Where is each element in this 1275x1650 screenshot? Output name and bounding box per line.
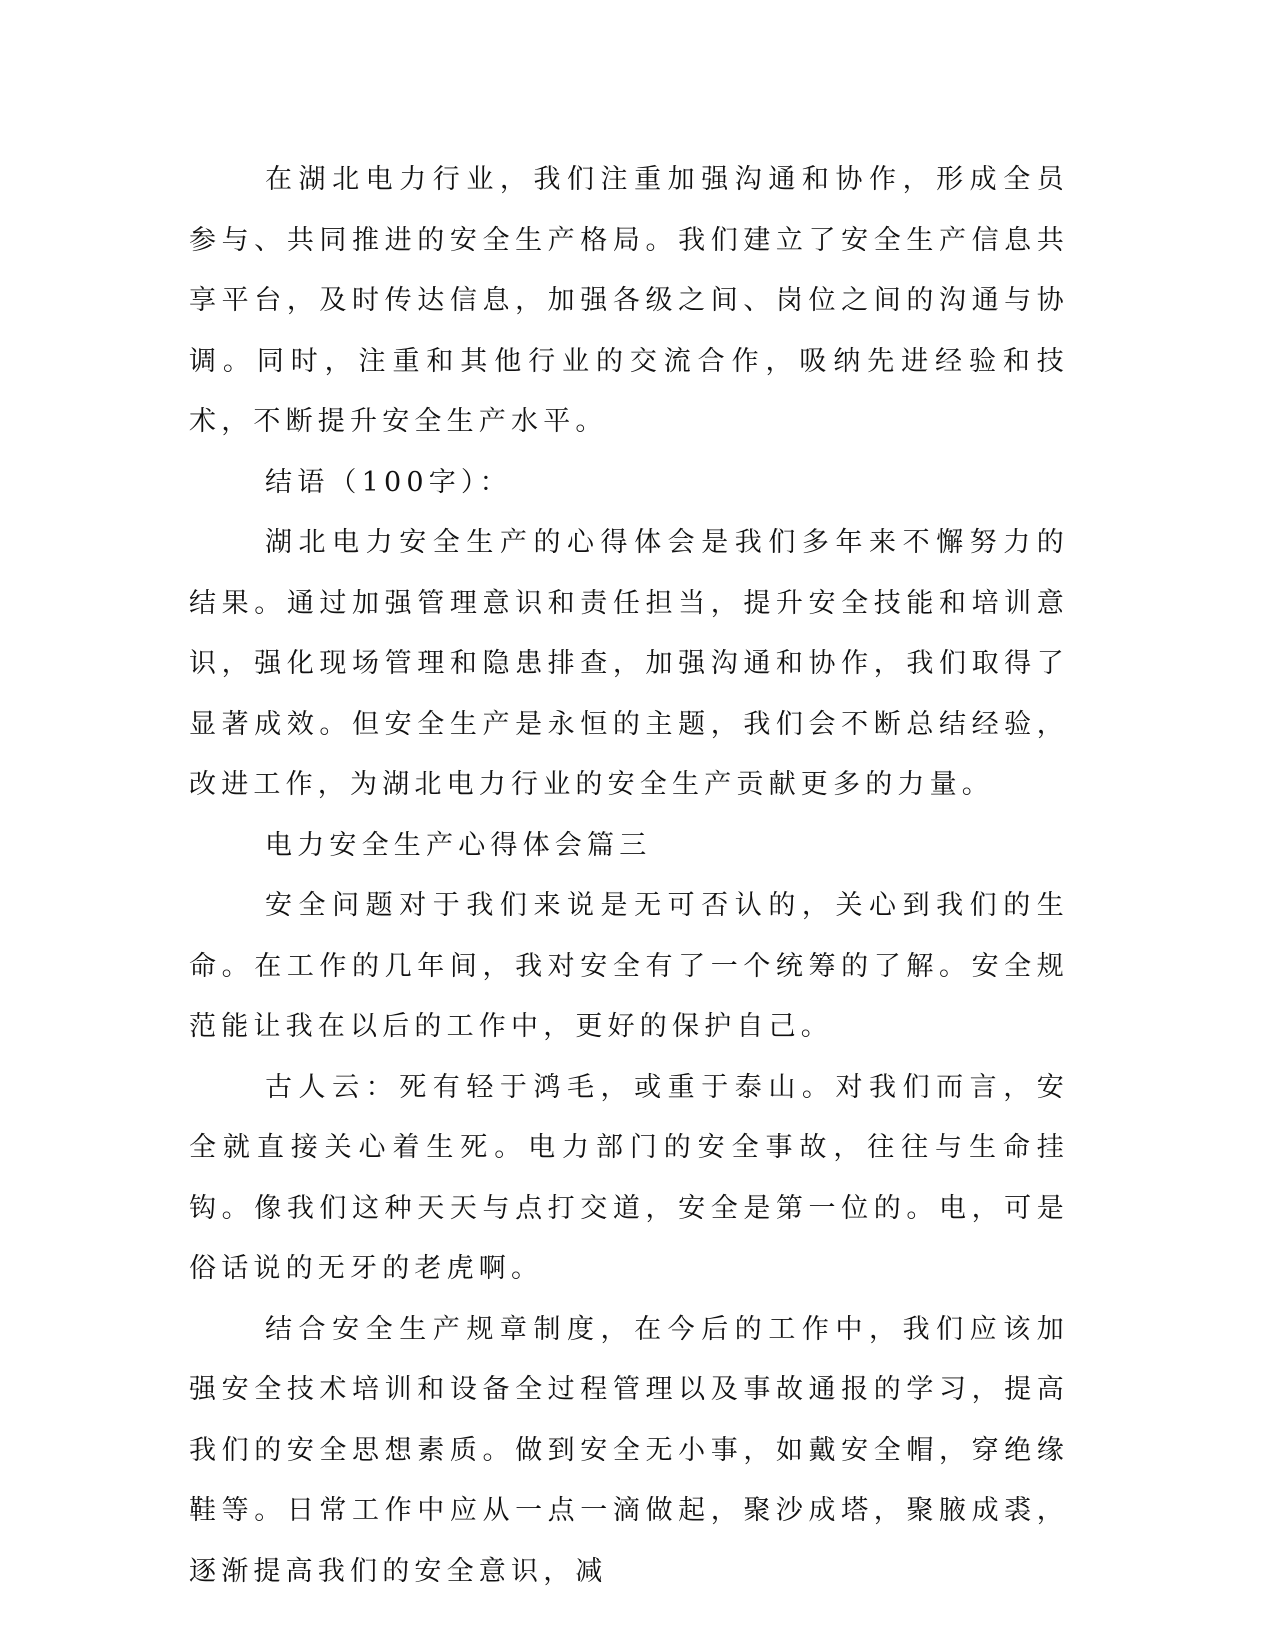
paragraph-conclusion: 湖北电力安全生产的心得体会是我们多年来不懈努力的结果。通过加强管理意识和责任担当，提升安全技能和培训意识，强化现场管理和隐患排查，加强沟通和协作，我们取得了显著成效。但安全生产是永恒的主题，我们会不断总结经验，改进工作，为湖北电力行业的安全生产贡献更多的力量。 (189, 527, 1069, 800)
paragraph-regulations: 结合安全生产规章制度，在今后的工作中，我们应该加强安全技术培训和设备全过程管理以及事故通报的学习，提高我们的安全思想素质。做到安全无小事，如戴安全帽，穿绝缘鞋等。日常工作中应从一点一滴做起，聚沙成塔，聚腋成裘，逐渐提高我们的安全意识，减 (189, 1313, 1069, 1587)
paragraph-safety-issue: 安全问题对于我们来说是无可否认的，关心到我们的生命。在工作的几年间，我对安全有了一个统筹的了解。安全规范能让我在以后的工作中，更好的保护自己。 (189, 890, 1069, 1042)
paragraph-ancient-saying: 古人云：死有轻于鸿毛，或重于泰山。对我们而言，安全就直接关心着生死。电力部门的安全事故，往往与生命挂钩。像我们这种天天与点打交道，安全是第一位的。电，可是俗话说的无牙的老虎啊。 (189, 1071, 1069, 1284)
paragraph-communication: 在湖北电力行业，我们注重加强沟通和协作，形成全员参与、共同推进的安全生产格局。我们建立了安全生产信息共享平台，及时传达信息，加强各级之间、岗位之间的沟通与协调。同时，注重和其他行业的交流合作，吸纳先进经验和技术，不断提升安全生产水平。 (189, 164, 1069, 437)
conclusion-heading: 结语（100字）： (265, 466, 512, 498)
document-body (189, 150, 1069, 1602)
section-title-part-three: 电力安全生产心得体会篇三 (265, 829, 652, 861)
